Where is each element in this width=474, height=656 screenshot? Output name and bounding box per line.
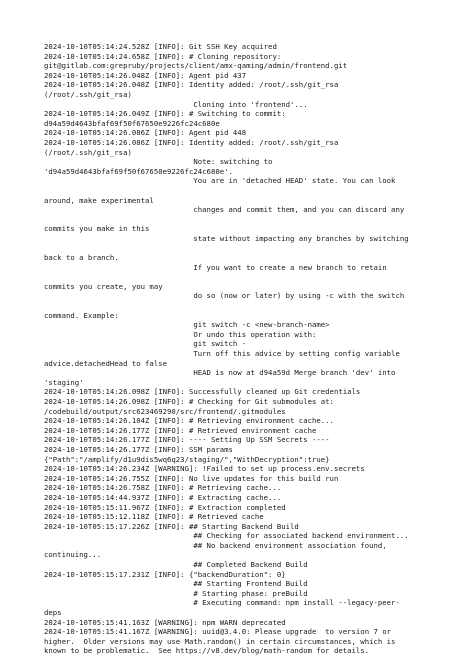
log-line: command. Example: bbox=[44, 310, 119, 320]
log-line-spacer bbox=[44, 186, 464, 196]
log-line: (/root/.ssh/git_rsa) bbox=[44, 147, 132, 157]
log-line: known to be problematic. See https://v8.dev/blog/math-random for details. bbox=[44, 646, 370, 656]
log-line: 2024-10-10T05:14:26.177Z [INFO]: SSM params bbox=[44, 444, 233, 454]
log-line: changes and commit them, and you can discard any bbox=[44, 205, 405, 215]
log-line-spacer bbox=[44, 301, 464, 311]
log-line-spacer bbox=[44, 272, 464, 282]
log-line: 2024-10-10T05:14:26.049Z [INFO]: # Switching to commit: bbox=[44, 109, 286, 119]
log-line: # Starting phase: preBuild bbox=[44, 588, 308, 598]
log-line: HEAD is now at d94a59d Merge branch 'dev' into bbox=[44, 368, 396, 378]
log-line: state without impacting any branches by switching bbox=[44, 233, 409, 243]
log-line: If you want to create a new branch to retain bbox=[44, 262, 387, 272]
log-line-spacer bbox=[44, 215, 464, 225]
log-line: ## No backend environment association found, bbox=[44, 540, 387, 550]
log-line: 2024-10-10T05:14:26.098Z [INFO]: # Checking for Git submodules at: bbox=[44, 396, 334, 406]
log-line: ## Completed Backend Build bbox=[44, 560, 308, 570]
log-line: around, make experimental bbox=[44, 195, 154, 205]
log-line: 2024-10-10T05:15:41.167Z [WARNING]: uuid@3.4.0: Please upgrade to version 7 or bbox=[44, 627, 392, 637]
log-line: 2024-10-10T05:14:26.177Z [INFO]: ---- Setting Up SSM Secrets ---- bbox=[44, 435, 330, 445]
log-line: You are in 'detached HEAD' state. You can look bbox=[44, 176, 396, 186]
log-line: deps bbox=[44, 608, 62, 618]
log-line: 2024-10-10T05:14:26.234Z [WARNING]: !Failed to set up process.env.secrets bbox=[44, 464, 365, 474]
log-line: git switch -c <new-branch-name> bbox=[44, 320, 330, 330]
log-line: ## Starting Frontend Build bbox=[44, 579, 308, 589]
log-line: commits you make in this bbox=[44, 224, 150, 234]
log-line: Turn off this advice by setting config variable bbox=[44, 349, 400, 358]
log-line: higher. Older versions may use Math.random() in certain circumstances, which is bbox=[44, 636, 396, 646]
log-line: # Executing command: npm install --legacy-peer- bbox=[44, 598, 400, 608]
log-line: 2024-10-10T05:14:26.755Z [INFO]: No live updates for this build run bbox=[44, 473, 339, 483]
log-line: 2024-10-10T05:14:26.177Z [INFO]: # Retrieved environment cache bbox=[44, 425, 317, 435]
log-line: 2024-10-10T05:15:17.231Z [INFO]: {"backendDuration": 0} bbox=[44, 569, 286, 579]
log-line: 2024-10-10T05:14:26.048Z [INFO]: Agent pid 437 bbox=[44, 70, 247, 80]
log-line: 2024-10-10T05:15:17.226Z [INFO]: ## Starting Backend Build bbox=[44, 521, 299, 531]
log-line: git@gitlab.com:grepruby/projects/client/amx-qaming/admin/frontend.git bbox=[44, 61, 348, 71]
log-line: 2024-10-10T05:14:44.937Z [INFO]: # Extracting cache... bbox=[44, 492, 282, 502]
log-line: 2024-10-10T05:14:26.086Z [INFO]: Identity added: /root/.ssh/git_rsa bbox=[44, 137, 339, 147]
log-line: 2024-10-10T05:14:24.658Z [INFO]: # Cloning repository: bbox=[44, 51, 282, 61]
log-line: Or undo this operation with: bbox=[44, 329, 317, 339]
log-line: 2024-10-10T05:14:26.758Z [INFO]: # Retrieving cache... bbox=[44, 483, 282, 493]
log-line: Cloning into 'frontend'... bbox=[44, 99, 308, 109]
log-line: git switch - bbox=[44, 339, 247, 349]
log-line: advice.detachedHead to false bbox=[44, 358, 168, 368]
log-line: 2024-10-10T05:15:11.967Z [INFO]: # Extraction completed bbox=[44, 502, 286, 512]
log-line: 2024-10-10T05:15:12.118Z [INFO]: # Retrieved cache bbox=[44, 512, 264, 522]
log-line: do so (now or later) by using -c with the switch bbox=[44, 291, 405, 301]
log-line: commits you create, you may bbox=[44, 281, 163, 291]
log-line: 2024-10-10T05:14:24.528Z [INFO]: Git SSH Key acquired bbox=[44, 42, 277, 51]
log-line: d94a59d4643bfaf69f50f67650e9226fc24c680e bbox=[44, 118, 220, 128]
log-line: 2024-10-10T05:14:26.086Z [INFO]: Agent pid 448 bbox=[44, 128, 247, 138]
log-line: back to a branch. bbox=[44, 253, 119, 263]
log-line: 'd94a59d4643bfaf69f50f67650e9226fc24c680e'. bbox=[44, 166, 233, 176]
log-line: ## Checking for associated backend environment... bbox=[44, 531, 409, 541]
log-line: 2024-10-10T05:15:41.163Z [WARNING]: npm WARN deprecated bbox=[44, 617, 286, 627]
log-line: (/root/.ssh/git_rsa) bbox=[44, 89, 132, 99]
log-line: {"Path":"/amplify/d1u9dis5wq6q23/staging/","WithDecryption":true} bbox=[44, 454, 330, 464]
log-line-spacer bbox=[44, 243, 464, 253]
log-line: 2024-10-10T05:14:26.048Z [INFO]: Identity added: /root/.ssh/git_rsa bbox=[44, 80, 339, 90]
log-line: 'staging' bbox=[44, 377, 84, 387]
build-log bbox=[44, 42, 464, 656]
log-line: Note: switching to bbox=[44, 157, 273, 167]
log-line: 2024-10-10T05:14:26.104Z [INFO]: # Retrieving environment cache... bbox=[44, 416, 334, 426]
log-line: 2024-10-10T05:14:26.098Z [INFO]: Successfully cleaned up Git credentials bbox=[44, 387, 361, 397]
log-line: /codebuild/output/src623469290/src/frontend/.gitmodules bbox=[44, 406, 286, 416]
log-line: continuing... bbox=[44, 550, 102, 560]
